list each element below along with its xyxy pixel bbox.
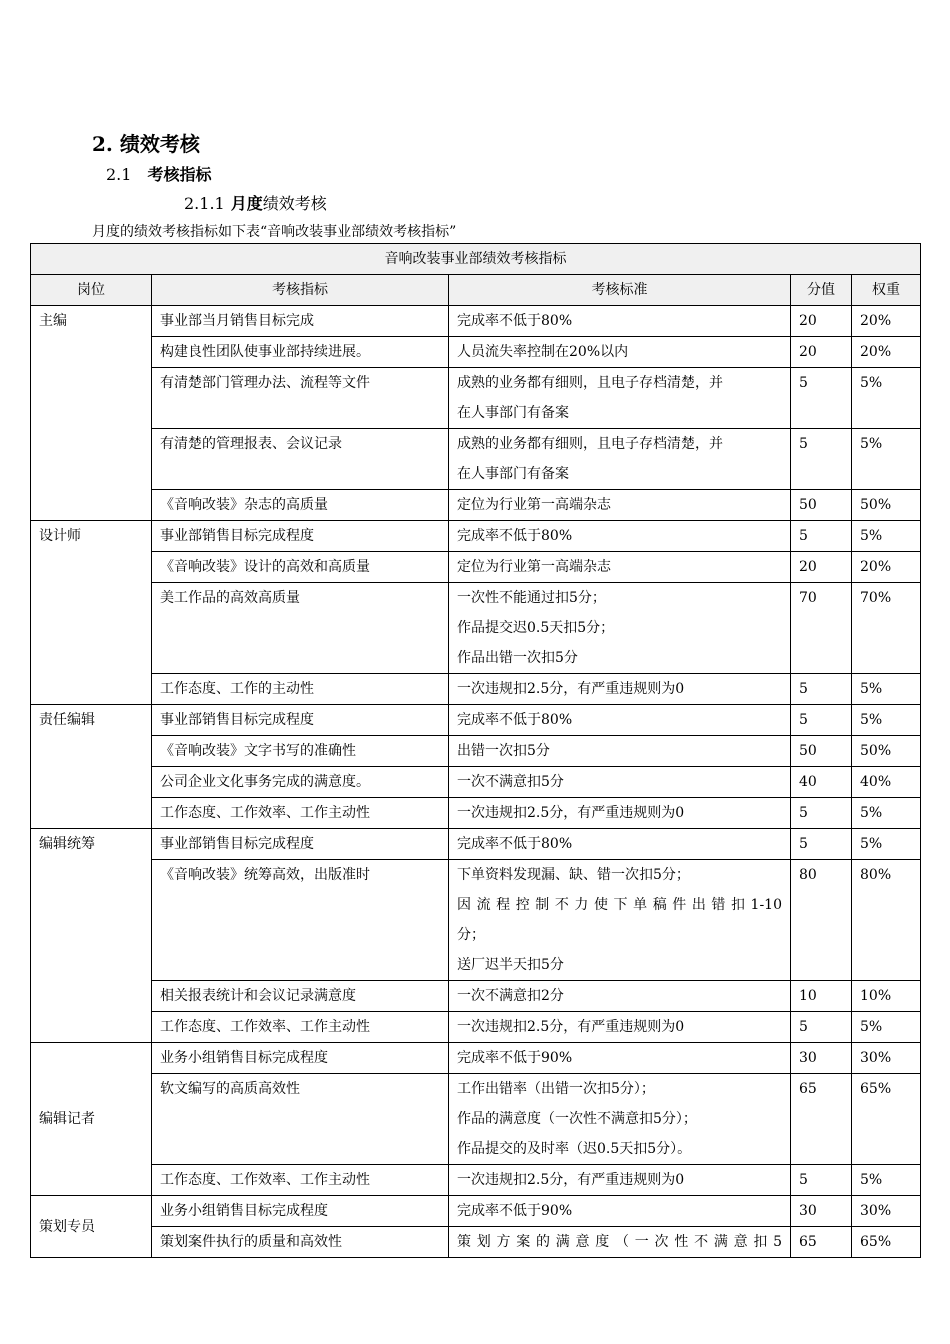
table-row	[31, 1074, 921, 1165]
standard-line: 因流程控制不力使下单稿件出错扣1-10	[457, 897, 782, 913]
standard-line: 送厂迟半天扣5分	[457, 957, 564, 973]
standard-cell	[449, 429, 791, 490]
weight-cell: 5%	[852, 368, 921, 429]
header-score: 分值	[791, 275, 852, 306]
weight-cell: 5%	[852, 674, 921, 705]
table-row	[31, 1196, 921, 1227]
header-indicator: 考核指标	[152, 275, 449, 306]
standard-cell	[449, 1043, 791, 1074]
indicator-cell: 业务小组销售目标完成程度	[152, 1043, 449, 1074]
standard-cell	[449, 736, 791, 767]
table-row	[31, 552, 921, 583]
standard-line: 一次性不能通过扣5分；	[457, 590, 606, 606]
score-cell: 5	[791, 1165, 852, 1196]
standard-line: 作品提交迟0.5天扣5分；	[457, 620, 615, 636]
standard-cell	[449, 860, 791, 981]
score-cell: 5	[791, 798, 852, 829]
standard-cell	[449, 1012, 791, 1043]
standard-line: 完成率不低于90%	[457, 1050, 573, 1066]
standard-line: 完成率不低于90%	[457, 1203, 573, 1219]
indicator-cell: 事业部当月销售目标完成	[152, 306, 449, 337]
score-cell: 10	[791, 981, 852, 1012]
table-row	[31, 521, 921, 552]
standard-cell	[449, 521, 791, 552]
standard-line: 成熟的业务都有细则，且电子存档清楚，并	[457, 436, 723, 452]
standard-line: 定位为行业第一高端杂志	[457, 497, 611, 513]
weight-cell: 65%	[852, 1074, 921, 1165]
indicator-cell: 业务小组销售目标完成程度	[152, 1196, 449, 1227]
indicator-cell: 策划案件执行的质量和高效性	[152, 1227, 449, 1258]
standard-line: 作品提交的及时率（迟0.5天扣5分）。	[457, 1141, 692, 1157]
standard-cell	[449, 674, 791, 705]
standard-line: 一次不满意扣5分	[457, 774, 564, 790]
indicator-cell: 《音响改装》杂志的高质量	[152, 490, 449, 521]
indicator-cell: 软文编写的高质高效性	[152, 1074, 449, 1165]
position-cell: 策划专员	[31, 1196, 152, 1258]
position-cell: 设计师	[31, 521, 152, 705]
indicator-cell: 事业部销售目标完成程度	[152, 521, 449, 552]
subsubsection-number: 2.1.1	[184, 194, 225, 213]
standard-line: 成熟的业务都有细则，且电子存档清楚，并	[457, 375, 723, 391]
standard-cell	[449, 1165, 791, 1196]
table-row	[31, 767, 921, 798]
standard-cell	[449, 829, 791, 860]
table-row	[31, 490, 921, 521]
subsection-heading	[106, 162, 211, 185]
table-row	[31, 1165, 921, 1196]
table-row	[31, 981, 921, 1012]
indicator-cell: 《音响改装》统筹高效，出版准时	[152, 860, 449, 981]
standard-line: 完成率不低于80%	[457, 712, 573, 728]
standard-cell	[449, 583, 791, 674]
standard-line: 在人事部门有备案	[457, 466, 569, 482]
weight-cell: 20%	[852, 306, 921, 337]
subsection-title: 考核指标	[147, 165, 212, 184]
indicator-cell: 美工作品的高效高质量	[152, 583, 449, 674]
standard-line: 工作出错率（出错一次扣5分）；	[457, 1081, 655, 1097]
weight-cell: 5%	[852, 1165, 921, 1196]
header-weight: 权重	[852, 275, 921, 306]
indicator-cell: 事业部销售目标完成程度	[152, 829, 449, 860]
table-row	[31, 1012, 921, 1043]
score-cell: 5	[791, 521, 852, 552]
standard-cell	[449, 1227, 791, 1258]
subsubsection-bold-word: 月度	[230, 194, 263, 213]
standard-cell	[449, 1196, 791, 1227]
standard-line: 一次不满意扣2分	[457, 988, 564, 1004]
score-cell: 30	[791, 1196, 852, 1227]
score-cell: 5	[791, 1012, 852, 1043]
kpi-table	[30, 243, 921, 1258]
indicator-cell: 构建良性团队使事业部持续进展。	[152, 337, 449, 368]
table-row	[31, 705, 921, 736]
weight-cell: 30%	[852, 1196, 921, 1227]
score-cell: 20	[791, 306, 852, 337]
table-row	[31, 674, 921, 705]
weight-cell: 20%	[852, 552, 921, 583]
table-row	[31, 429, 921, 490]
indicator-cell: 工作态度、工作效率、工作主动性	[152, 1165, 449, 1196]
weight-cell: 5%	[852, 521, 921, 552]
standard-cell	[449, 337, 791, 368]
section-heading: 2. 绩效考核	[92, 132, 200, 156]
score-cell: 5	[791, 368, 852, 429]
weight-cell: 20%	[852, 337, 921, 368]
weight-cell: 5%	[852, 1012, 921, 1043]
intro-paragraph: 月度的绩效考核指标如下表“音响改装事业部绩效考核指标”	[92, 224, 457, 240]
indicator-cell: 《音响改装》文字书写的准确性	[152, 736, 449, 767]
standard-line: 下单资料发现漏、缺、错一次扣5分；	[457, 867, 690, 883]
standard-line: 一次违规扣2.5分，有严重违规则为0	[457, 1019, 685, 1035]
standard-cell	[449, 798, 791, 829]
weight-cell: 50%	[852, 490, 921, 521]
score-cell: 20	[791, 337, 852, 368]
table-title: 音响改装事业部绩效考核指标	[31, 244, 921, 275]
table-row	[31, 736, 921, 767]
standard-line: 完成率不低于80%	[457, 836, 573, 852]
position-cell: 编辑记者	[31, 1043, 152, 1196]
standard-line: 人员流失率控制在20%以内	[457, 344, 629, 360]
standard-cell	[449, 981, 791, 1012]
standard-cell	[449, 1074, 791, 1165]
weight-cell: 5%	[852, 798, 921, 829]
weight-cell: 70%	[852, 583, 921, 674]
standard-line: 分；	[457, 927, 485, 943]
indicator-cell: 事业部销售目标完成程度	[152, 705, 449, 736]
score-cell: 50	[791, 490, 852, 521]
standard-line: 完成率不低于80%	[457, 313, 573, 329]
standard-line: 在人事部门有备案	[457, 405, 569, 421]
table-row	[31, 337, 921, 368]
score-cell: 5	[791, 429, 852, 490]
weight-cell: 50%	[852, 736, 921, 767]
weight-cell: 10%	[852, 981, 921, 1012]
subsubsection-title: 绩效考核	[262, 194, 327, 213]
standard-line: 出错一次扣5分	[457, 743, 550, 759]
header-standard: 考核标准	[449, 275, 791, 306]
table-row	[31, 829, 921, 860]
weight-cell: 5%	[852, 829, 921, 860]
standard-cell	[449, 490, 791, 521]
score-cell: 65	[791, 1227, 852, 1258]
weight-cell: 5%	[852, 705, 921, 736]
position-cell: 编辑统筹	[31, 829, 152, 1043]
standard-line: 作品的满意度（一次性不满意扣5分）；	[457, 1111, 697, 1127]
score-cell: 80	[791, 860, 852, 981]
header-position: 岗位	[31, 275, 152, 306]
standard-line: 策划方案的满意度（一次性不满意扣5	[457, 1234, 782, 1250]
table-row	[31, 1043, 921, 1074]
table-row	[31, 583, 921, 674]
table-row	[31, 306, 921, 337]
score-cell: 70	[791, 583, 852, 674]
standard-cell	[449, 767, 791, 798]
standard-line: 定位为行业第一高端杂志	[457, 559, 611, 575]
standard-cell	[449, 552, 791, 583]
table-row	[31, 860, 921, 981]
indicator-cell: 《音响改装》设计的高效和高质量	[152, 552, 449, 583]
indicator-cell: 工作态度、工作的主动性	[152, 674, 449, 705]
indicator-cell: 相关报表统计和会议记录满意度	[152, 981, 449, 1012]
indicator-cell: 有清楚的管理报表、会议记录	[152, 429, 449, 490]
score-cell: 50	[791, 736, 852, 767]
standard-line: 一次违规扣2.5分，有严重违规则为0	[457, 1172, 685, 1188]
standard-line: 一次违规扣2.5分，有严重违规则为0	[457, 681, 685, 697]
score-cell: 40	[791, 767, 852, 798]
table-row	[31, 1227, 921, 1258]
indicator-cell: 公司企业文化事务完成的满意度。	[152, 767, 449, 798]
position-cell: 主编	[31, 306, 152, 521]
table-row	[31, 798, 921, 829]
indicator-cell: 工作态度、工作效率、工作主动性	[152, 798, 449, 829]
score-cell: 5	[791, 705, 852, 736]
weight-cell: 5%	[852, 429, 921, 490]
standard-cell	[449, 368, 791, 429]
weight-cell: 65%	[852, 1227, 921, 1258]
score-cell: 5	[791, 674, 852, 705]
score-cell: 20	[791, 552, 852, 583]
indicator-cell: 有清楚部门管理办法、流程等文件	[152, 368, 449, 429]
weight-cell: 40%	[852, 767, 921, 798]
standard-cell	[449, 705, 791, 736]
standard-line: 完成率不低于80%	[457, 528, 573, 544]
table-header-row	[31, 275, 921, 306]
score-cell: 65	[791, 1074, 852, 1165]
weight-cell: 80%	[852, 860, 921, 981]
weight-cell: 30%	[852, 1043, 921, 1074]
score-cell: 5	[791, 829, 852, 860]
subsubsection-heading	[184, 191, 327, 214]
standard-cell	[449, 306, 791, 337]
table-row	[31, 368, 921, 429]
score-cell: 30	[791, 1043, 852, 1074]
standard-line: 一次违规扣2.5分，有严重违规则为0	[457, 805, 685, 821]
subsection-number: 2.1	[106, 165, 132, 184]
position-cell: 责任编辑	[31, 705, 152, 829]
standard-line: 作品出错一次扣5分	[457, 650, 578, 666]
indicator-cell: 工作态度、工作效率、工作主动性	[152, 1012, 449, 1043]
